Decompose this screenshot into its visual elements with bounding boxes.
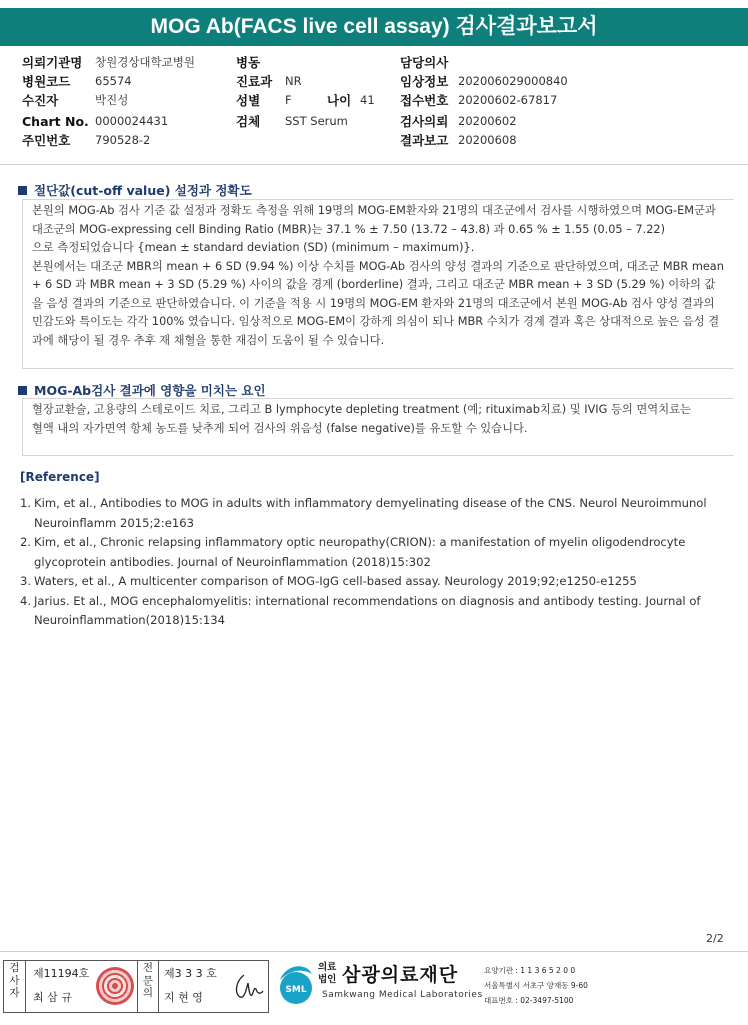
specialist-number: 제3 3 3 호 xyxy=(164,967,217,980)
specimen-value: SST Serum xyxy=(285,114,348,128)
report-date-value: 20200608 xyxy=(458,133,517,147)
receipt-label: 접수번호 xyxy=(400,93,449,108)
doctor-label: 담당의사 xyxy=(400,55,449,70)
resident-value: 790528-2 xyxy=(95,133,151,147)
patient-info xyxy=(22,54,742,150)
ward-label: 병동 xyxy=(236,55,261,70)
inspector-number: 제11194호 xyxy=(33,967,90,980)
cutoff-paragraph: 본원에서는 대조군 MBR의 mean + 6 SD (9.94 %) 이상 수치를 MOG-Ab 검사의 양성 결과의 기준으로 판단하였으며, 대조군 MBR mean + 6 SD 과 MBR mean + 3 SD (5.29 %) 사이의 값을 경계 (borderline) 결과, 그리고 대조군 MBR mean + 3 SD (5.29 %) 이하의 값을 음성 결과의 기준으로 판단하였습니다. 이 기준을 적용 시 19명의 MOG-EM 환자와 21명의 대조군에서 본원 MOG-Ab 검사 양성 결과의 민감도와 특이도는 각각 100% 였습니다. 임상적으로 MOG-EM이 강하게 의심이 되나 MBR 수치가 경계 결과 혹은 상대적으로 높은 음성 결과에 해당이 될 경우 추후 재 채혈을 통한 재검이 도움이 될 수 있습니다. xyxy=(32,259,724,347)
request-value: 20200602 xyxy=(458,114,517,128)
section-cutoff-body xyxy=(22,199,734,369)
receipt-value: 20200602-67817 xyxy=(458,93,558,107)
section-factors-body xyxy=(22,398,734,456)
chart-value: 0000024431 xyxy=(95,114,169,128)
reference-item xyxy=(20,592,732,631)
reference-list xyxy=(20,494,732,631)
org-contact xyxy=(484,963,588,1008)
logo-text: SML xyxy=(285,985,307,995)
reference-item xyxy=(20,533,732,572)
reference-number: 4. xyxy=(20,593,32,608)
hospital-code-value: 65574 xyxy=(95,74,132,88)
reference-number: 2. xyxy=(20,535,32,549)
signature-icon xyxy=(230,969,266,1005)
sml-logo-icon xyxy=(272,960,318,1006)
section-factors-title-text: MOG-Ab검사 결과에 영향을 미치는 요인 xyxy=(34,383,266,398)
org-phone: 대표번호 : 02-3497-5100 xyxy=(484,996,574,1005)
institution-label: 의뢰기관명 xyxy=(22,55,83,70)
reference-text: Kim, et al., Chronic relapsing inflammatory optic neuropathy(CRION): a manifestation of myelin oligodendrocyte glycoprotein antibodies. Journal of Neuroinflammation (2018)15:302 xyxy=(34,535,686,569)
org-prefix-line: 법인 xyxy=(318,974,337,985)
square-bullet-icon xyxy=(18,386,27,395)
age-value: 41 xyxy=(360,93,375,107)
square-bullet-icon xyxy=(18,186,27,195)
org-name: 삼광의료재단 xyxy=(342,964,459,986)
institution-value: 창원경상대학교병원 xyxy=(95,55,195,69)
section-cutoff-title-text: 절단값(cut-off value) 설정과 정확도 xyxy=(34,183,252,198)
cutoff-paragraph: 본원의 MOG-Ab 검사 기준 값 설정과 정확도 측정을 위해 19명의 MOG-EM환자와 21명의 대조군에서 검사를 시행하였으며 MOG-EM군과 대조군의 MOG-expressing cell Binding Ratio (MBR)는 37.1 % ± 7.50 (13.72 – 43.8) 과 0.65 % ± 1.55 (0.05 – 7.22) xyxy=(32,204,716,236)
inspector-name: 최 삼 규 xyxy=(33,991,72,1004)
reference-number: 1. xyxy=(20,496,32,510)
clinical-value: 202006029000840 xyxy=(458,74,568,88)
specialist-name: 지 현 영 xyxy=(164,991,203,1004)
report-date-label: 결과보고 xyxy=(400,133,449,148)
org-prefix-line: 의료 xyxy=(318,962,337,973)
reference-text: Jarius. Et al., MOG encephalomyelitis: international recommendations on diagnosis and antibody testing. Journal of Neuroinflammation(2018)15:134 xyxy=(34,593,701,627)
chart-label: Chart No. xyxy=(22,114,89,129)
resident-label: 주민번호 xyxy=(22,133,71,148)
header-divider xyxy=(0,164,748,165)
clinical-label: 임상정보 xyxy=(400,74,449,89)
reference-item xyxy=(20,494,732,533)
section-cutoff-title xyxy=(18,181,252,199)
reference-number: 3. xyxy=(20,574,32,588)
specimen-label: 검체 xyxy=(236,114,261,129)
recipient-value: 박진성 xyxy=(95,93,129,107)
report-title: MOG Ab(FACS live cell assay) 검사결과보고서 xyxy=(0,8,748,46)
hospital-code-label: 병원코드 xyxy=(22,74,71,89)
reference-title: [Reference] xyxy=(20,470,100,484)
care-code: 요양기관 : 1 1 3 6 5 2 0 0 xyxy=(484,966,576,975)
seal-stamp-icon xyxy=(96,967,134,1005)
cutoff-paragraph: 으로 측정되었습니다 {mean ± standard deviation (SD) (minimum – maximum)}. xyxy=(32,241,475,254)
signature-box xyxy=(3,960,269,1013)
reference-text: Kim, et al., Antibodies to MOG in adults with inflammatory demyelinating disease of the CNS. Neurol Neuroimmunol Neuroinflamm 2015;2:e163 xyxy=(34,496,707,530)
inspector-label: 검 사 자 xyxy=(4,961,26,1012)
request-label: 검사의뢰 xyxy=(400,114,449,129)
section-factors-title xyxy=(18,381,266,399)
age-label: 나이 xyxy=(327,93,352,108)
org-address: 서울특별시 서초구 양재동 9-60 xyxy=(484,981,588,990)
page-number: 2/2 xyxy=(706,932,724,945)
org-english-name: Samkwang Medical Laboratories xyxy=(322,990,483,1000)
factors-paragraph: 혈장교환술, 고용량의 스테로이드 치료, 그리고 B lymphocyte depleting treatment (예; rituximab치료) 및 IVIG 등의 면역치료는 xyxy=(32,403,691,416)
dept-label: 진료과 xyxy=(236,74,273,89)
reference-text: Waters, et al., A multicenter comparison of MOG-IgG cell-based assay. Neurology 2019;92;e1250-e1255 xyxy=(34,574,637,588)
recipient-label: 수진자 xyxy=(22,93,59,108)
sex-label: 성별 xyxy=(236,93,261,108)
sex-value: F xyxy=(285,93,292,107)
reference-item xyxy=(20,572,732,592)
dept-value: NR xyxy=(285,74,302,88)
footer-divider xyxy=(0,951,748,952)
specialist-label: 전 문 의 xyxy=(137,961,159,1012)
factors-paragraph: 혈액 내의 자가면역 항체 농도를 낮추게 되어 검사의 위음성 (false negative)를 유도할 수 있습니다. xyxy=(32,421,528,435)
org-prefix xyxy=(318,962,336,986)
